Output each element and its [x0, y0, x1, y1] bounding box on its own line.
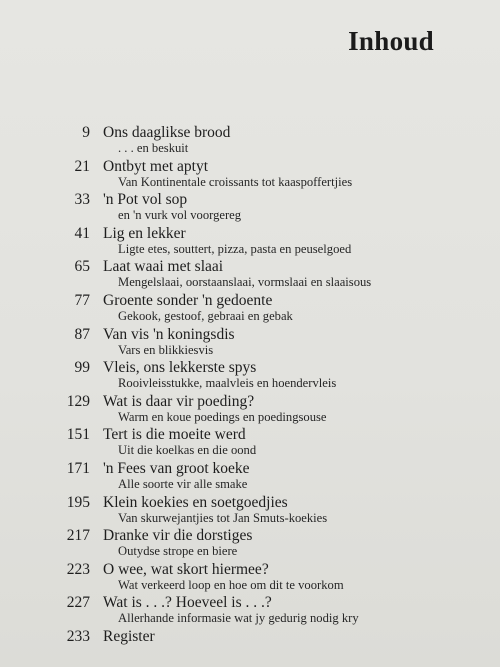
toc-chapter-title: O wee, wat skort hiermee?	[103, 560, 269, 578]
toc-page-number: 217	[66, 527, 90, 545]
toc-entry	[0, 258, 500, 292]
toc-chapter-title: Vleis, ons lekkerste spys	[103, 359, 257, 377]
toc-chapter-subtitle: . . . en beskuit	[118, 141, 189, 155]
toc-chapter-subtitle: Ligte etes, souttert, pizza, pasta en peuselgoed	[118, 241, 352, 256]
toc-chapter-subtitle: Alle soorte vir alle smake	[118, 476, 248, 491]
toc-page-number: 77	[74, 291, 90, 309]
toc-chapter-title: 'n Pot vol sop	[103, 191, 188, 209]
toc-page-number: 99	[74, 359, 90, 377]
toc-page-number: 195	[66, 493, 90, 511]
toc-chapter-title: Register	[103, 627, 155, 645]
toc-chapter-subtitle: Allerhande informasie wat jy gedurig nodig kry	[118, 611, 359, 626]
toc-page-number: 233	[66, 627, 90, 645]
toc-chapter-subtitle: Warm en koue poedings en poedingsouse	[118, 409, 327, 424]
toc-chapter-title: Tert is die moeite werd	[103, 426, 246, 444]
table-of-contents	[0, 124, 500, 662]
toc-entry	[0, 191, 500, 225]
toc-chapter-title: Van vis 'n koningsdis	[103, 325, 235, 343]
toc-entry	[0, 426, 500, 460]
toc-entry	[0, 225, 500, 259]
toc-page-number: 227	[66, 594, 90, 612]
toc-page-number: 33	[74, 191, 90, 209]
toc-page-number: 171	[66, 459, 90, 477]
toc-page-number: 65	[74, 258, 90, 276]
toc-chapter-title: Dranke vir die dorstiges	[103, 527, 253, 545]
toc-chapter-title: Laat waai met slaai	[103, 258, 224, 276]
toc-chapter-title: Klein koekies en soetgoedjies	[103, 493, 288, 511]
toc-page-number: 21	[74, 157, 90, 175]
toc-entry	[0, 292, 500, 326]
toc-entry	[0, 124, 500, 158]
toc-entry	[0, 326, 500, 360]
toc-page-number: 129	[66, 392, 90, 410]
toc-chapter-subtitle: Rooivleisstukke, maalvleis en hoendervleis	[118, 376, 337, 391]
toc-entry	[0, 359, 500, 393]
toc-entry	[0, 561, 500, 595]
toc-chapter-subtitle: Wat verkeerd loop en hoe om dit te voorkom	[118, 577, 344, 592]
toc-chapter-title: Wat is . . .? Hoeveel is . . .?	[103, 594, 272, 612]
toc-chapter-title: Ons daaglikse brood	[103, 124, 231, 141]
toc-chapter-subtitle: Gekook, gestoof, gebraai en gebak	[118, 308, 293, 323]
toc-entry	[0, 158, 500, 192]
toc-chapter-subtitle: Vars en blikkiesvis	[118, 342, 214, 357]
toc-chapter-subtitle: Uit die koelkas en die oond	[118, 443, 257, 458]
toc-entry	[0, 527, 500, 561]
toc-chapter-subtitle: Van skurwejantjies tot Jan Smuts-koekies	[118, 510, 328, 525]
toc-page-number: 9	[82, 124, 90, 141]
toc-chapter-title: Groente sonder 'n gedoente	[103, 291, 273, 309]
toc-chapter-title: Wat is daar vir poeding?	[103, 392, 255, 410]
toc-page-number: 41	[74, 224, 90, 242]
toc-chapter-title: Lig en lekker	[103, 224, 186, 242]
toc-page-number: 87	[74, 325, 90, 343]
toc-entry	[0, 460, 500, 494]
toc-chapter-subtitle: Mengelslaai, oorstaanslaai, vormslaai en slaaisous	[118, 275, 372, 290]
toc-chapter-title: 'n Fees van groot koeke	[103, 459, 250, 477]
toc-chapter-subtitle: Van Kontinentale croissants tot kaaspoffertjies	[118, 174, 353, 189]
toc-chapter-subtitle: en 'n vurk vol voorgereg	[118, 208, 242, 223]
toc-entry	[0, 393, 500, 427]
toc-entry	[0, 494, 500, 528]
toc-chapter-subtitle: Outydse strope en biere	[118, 544, 238, 559]
toc-entry	[0, 594, 500, 628]
toc-chapter-title: Ontbyt met aptyt	[103, 157, 209, 175]
toc-entry	[0, 628, 500, 662]
toc-page-number: 223	[66, 560, 90, 578]
toc-page-number: 151	[66, 426, 90, 444]
page-title: Inhoud	[348, 26, 434, 56]
